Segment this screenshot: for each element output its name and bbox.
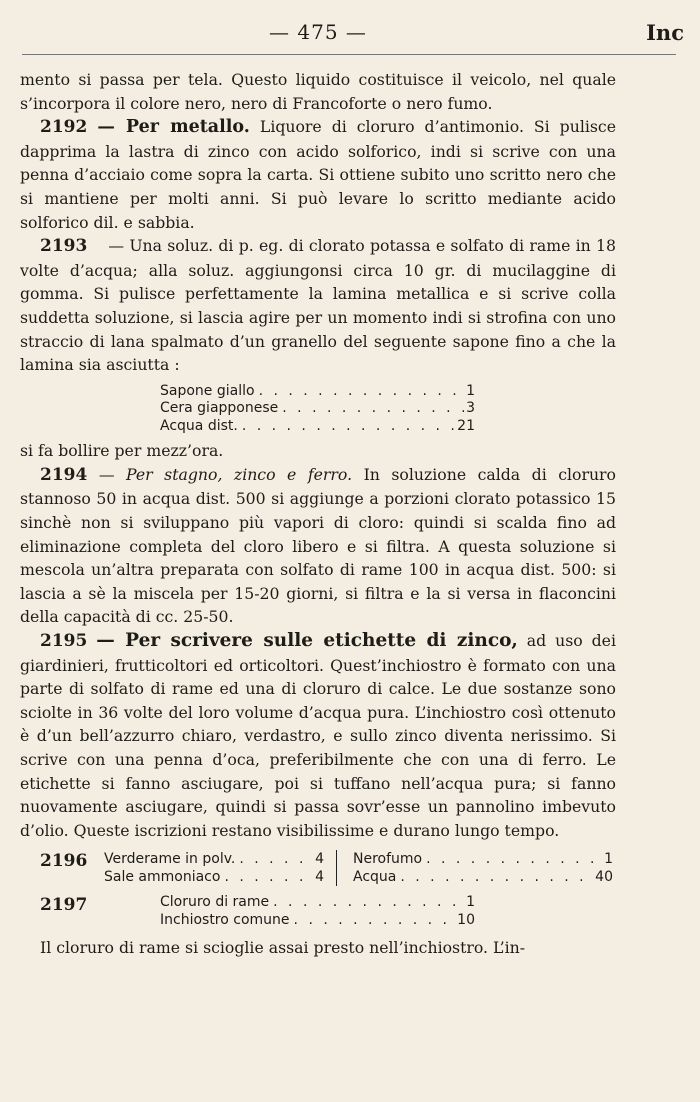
recipe-2196 [20, 850, 616, 890]
ingredient-name: Cera giapponese [160, 400, 279, 417]
ingredient-name: Acqua [353, 869, 397, 886]
header-rule [22, 54, 676, 55]
ingredient-qty: 1 [466, 382, 475, 399]
paragraph-continuation: mento si passa per tela. Questo liquido costituisce il veicolo, nel quale s’incorpora il colore nero, nero di Francoforte o nero fumo. [20, 70, 616, 113]
page-body [20, 68, 616, 960]
ingredient-name: Verderame in polv. [104, 851, 236, 868]
entry-dash: — [87, 464, 127, 484]
paragraph-after-recipe: si fa bollire per mezz’ora. [20, 441, 224, 461]
entry-2192 [20, 115, 616, 234]
paragraph-last-line: Il cloruro di rame si scioglie assai presto nell’inchiostro. L’in- [40, 938, 526, 958]
entry-text: — Una soluz. di p. eg. di clorato potassa e solfato di rame in 18 volte d’acqua; alla soluz. aggiungonsi circa 10 gr. di mucilaggine di gomma. Si pulisce perfettamente la lamina metallica e si scrive colla suddetta soluzione, si lascia agire per un momento indi si strofina con uno straccio di lana spalmato d’un granello del seguente sapone fino a che la lamina sia asciutta : [20, 236, 616, 375]
running-head: Inc [646, 20, 684, 45]
ingredient-qty: 21 [457, 417, 475, 434]
ingredient-name: Acqua dist. [160, 417, 238, 434]
ingredient-qty: 10 [457, 911, 475, 928]
recipe-row [160, 383, 475, 401]
entry-number: 2196 [40, 851, 88, 872]
entry-2194 [20, 463, 616, 629]
entry-title: — Per scrivere sulle etichette di zinco, [96, 629, 518, 651]
recipe-row [160, 400, 475, 418]
entry-title: Per stagno, zinco e ferro. [126, 464, 353, 484]
recipe-row [160, 418, 475, 436]
recipe-column-right [336, 850, 613, 886]
entry-number: 2195 [40, 630, 88, 651]
ingredient-name: Sapone giallo [160, 382, 255, 399]
recipe-row [160, 912, 475, 930]
recipe-2193 [160, 383, 616, 436]
recipe-row [104, 850, 324, 868]
page-number: — 475 — [269, 20, 367, 44]
entry-2193 [20, 234, 616, 377]
ingredient-name: Cloruro di rame [160, 894, 270, 911]
ingredient-qty: 40 [595, 869, 613, 886]
ingredient-qty: 4 [315, 869, 324, 886]
recipe-row [353, 850, 613, 868]
recipe-row [104, 868, 324, 886]
entry-2195 [20, 629, 616, 842]
entry-number: 2193 [40, 236, 88, 257]
recipe-row [353, 868, 613, 886]
recipe-2197 [20, 894, 616, 936]
ingredient-name: Nerofumo [353, 851, 423, 868]
entry-number: 2192 [40, 117, 88, 138]
ingredient-name: Inchiostro comune [160, 911, 290, 928]
recipe-row [160, 894, 475, 912]
entry-number: 2197 [40, 895, 88, 916]
ingredient-qty: 4 [315, 851, 324, 868]
ingredient-qty: 3 [466, 400, 475, 417]
page-header [22, 14, 684, 54]
entry-text: ad uso dei giardinieri, frutticoltori ed orticoltori. Quest’inchiostro è formato con una parte di solfato di rame ed una di cloruro di calce. Le due sostanze sono sciolte in 36 volte del loro volume d’acqua pura. L’inchiostro così ottenuto è d’un bell’azzurro chiaro, verdastro, e sullo zinco diventa nerissimo. Si scrive con una penna d’oca, preferibilmente che con una di ferro. Le etichette si fanno asciugare, poi si tuffano nell’acqua pura; si fanno nuovamente asciugare, quindi si passa sovr’esse un pannolino imbevuto d’olio. Queste iscrizioni restano visibilissime e durano lungo tempo. [20, 630, 616, 840]
ingredient-qty: 1 [604, 851, 613, 868]
ingredient-qty: 1 [466, 894, 475, 911]
entry-number: 2194 [40, 464, 88, 485]
ingredient-name: Sale ammoniaco [104, 869, 221, 886]
recipe-list [160, 894, 475, 929]
recipe-column-left [104, 850, 324, 886]
entry-title: — Per metallo. [97, 117, 250, 138]
entry-text: In soluzione calda di cloruro stannoso 50 in acqua dist. 500 si aggiunge a porzioni clorato potassico 15 sinchè non si sviluppano più vapori di cloro: quindi si scalda fino ad eliminazione completa del cloro libero e si filtra. A questa soluzione si mescola un’altra preparata con solfato di rame 100 in acqua dist. 500: si lascia a sè la miscela per 15-20 giorni, si filtra e la si versa in flaconcini della capacità di cc. 25-50. [20, 464, 616, 627]
entry-text: Liquore di cloruro d’antimonio. Si pulisce dapprima la lastra di zinco con acido solforico, indi si scrive con una penna d’acciaio come sopra la carta. Si ottiene subito uno scritto nero che si mantiene per molti anni. Si può levare lo scritto mediante acido solforico dil. e sabbia. [20, 117, 616, 232]
